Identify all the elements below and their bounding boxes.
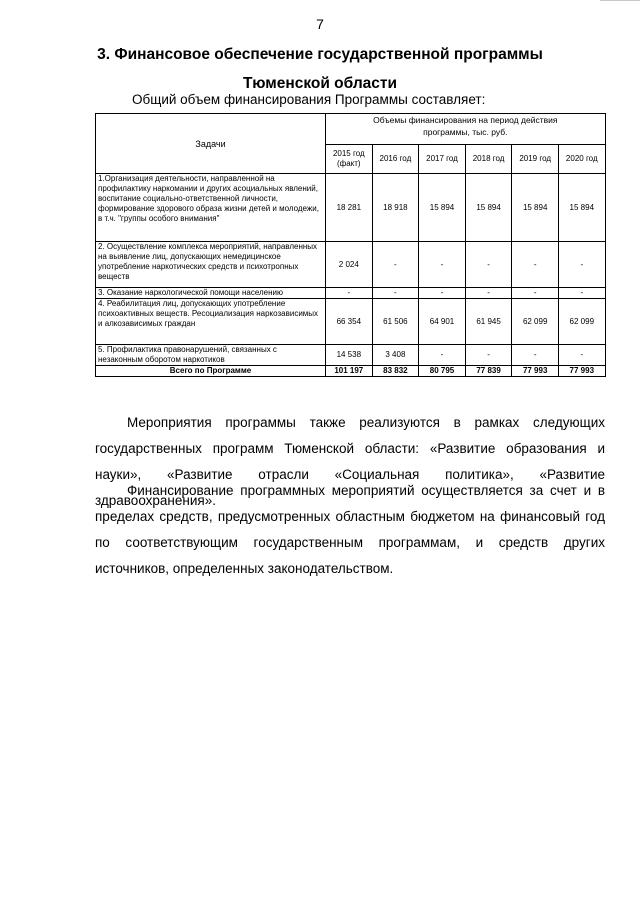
value-cell: 62 099: [558, 299, 605, 345]
value-cell: 66 354: [326, 299, 373, 345]
value-cell: 15 894: [512, 174, 559, 242]
header-year: 2016 год: [372, 145, 419, 174]
financing-table: [95, 113, 606, 377]
task-cell: 1.Организация деятельности, направленной на профилактику наркомании и других асоциальных явлений, воспитание социально-ответственной личности, формирование здорового образа жизни детей и молодежи, в т.ч. "группы особого внимания": [96, 174, 326, 242]
total-value-cell: 77 993: [512, 366, 559, 377]
table-row: [96, 242, 606, 288]
paragraph-related-programs: Мероприятия программы также реализуются в рамках следующих государственных программ Тюменской области: «Развитие образования и науки», «Развитие отрасли «Социальная политика», «Развитие здравоохранения».: [95, 414, 605, 508]
total-value-cell: 77 993: [558, 366, 605, 377]
value-cell: -: [465, 345, 512, 366]
header-year: 2015 год (факт): [326, 145, 373, 174]
intro-text: Общий объем финансирования Программы составляет:: [132, 92, 486, 107]
header-year: 2020 год: [558, 145, 605, 174]
value-cell: -: [372, 288, 419, 299]
value-cell: -: [558, 288, 605, 299]
value-cell: -: [465, 288, 512, 299]
value-cell: 15 894: [419, 174, 466, 242]
value-cell: -: [372, 242, 419, 288]
value-cell: -: [326, 288, 373, 299]
task-cell: 4. Реабилитация лиц, допускающих употребление психоактивных веществ. Ресоциализация наркозависимых и алкозависимых граждан: [96, 299, 326, 345]
task-cell: 2. Осуществление комплекса мероприятий, направленных на выявление лиц, допускающих немедицинское употребление наркотических средств и психотропных веществ: [96, 242, 326, 288]
value-cell: 61 945: [465, 299, 512, 345]
section-title-line-1: 3. Финансовое обеспечение государственной программы: [97, 46, 543, 63]
value-cell: -: [465, 242, 512, 288]
page-corner-line: [600, 0, 640, 5]
value-cell: -: [512, 345, 559, 366]
paragraph-financing-sources: Финансирование программных мероприятий осуществляется за счет и в пределах средств, предусмотренных областным бюджетом на финансовый год по соответствующим государственным программам, и средств других источников, определенных законодательством.: [95, 482, 605, 576]
header-tasks: Задачи: [96, 114, 326, 174]
task-cell: 5. Профилактика правонарушений, связанных с незаконным оборотом наркотиков: [96, 345, 326, 366]
value-cell: -: [419, 345, 466, 366]
table-row: [96, 345, 606, 366]
value-cell: -: [419, 288, 466, 299]
total-label: Всего по Программе: [96, 366, 326, 377]
header-funding-line-1: Объемы финансирования на период действия: [373, 115, 558, 125]
table-total-row: [96, 366, 606, 377]
value-cell: 62 099: [512, 299, 559, 345]
value-cell: 14 538: [326, 345, 373, 366]
header-year: 2019 год: [512, 145, 559, 174]
total-value-cell: 80 795: [419, 366, 466, 377]
value-cell: 2 024: [326, 242, 373, 288]
total-value-cell: 77 839: [465, 366, 512, 377]
value-cell: -: [512, 288, 559, 299]
task-cell: 3. Оказание наркологической помощи населению: [96, 288, 326, 299]
value-cell: -: [558, 345, 605, 366]
page-number: 7: [316, 16, 324, 32]
header-funding-line-2: программы, тыс. руб.: [423, 127, 508, 137]
table-row: [96, 288, 606, 299]
value-cell: 15 894: [465, 174, 512, 242]
value-cell: 61 506: [372, 299, 419, 345]
section-title: [80, 40, 560, 98]
header-year: 2017 год: [419, 145, 466, 174]
table-row: [96, 174, 606, 242]
value-cell: 18 918: [372, 174, 419, 242]
value-cell: 15 894: [558, 174, 605, 242]
value-cell: 18 281: [326, 174, 373, 242]
value-cell: -: [419, 242, 466, 288]
total-value-cell: 83 832: [372, 366, 419, 377]
value-cell: -: [558, 242, 605, 288]
value-cell: 3 408: [372, 345, 419, 366]
value-cell: -: [512, 242, 559, 288]
value-cell: 64 901: [419, 299, 466, 345]
table-row: [96, 299, 606, 345]
header-year: 2018 год: [465, 145, 512, 174]
total-value-cell: 101 197: [326, 366, 373, 377]
section-title-line-2: Тюменской области: [242, 75, 398, 92]
table-header-row: [96, 114, 606, 145]
header-funding-volume: [326, 114, 606, 145]
